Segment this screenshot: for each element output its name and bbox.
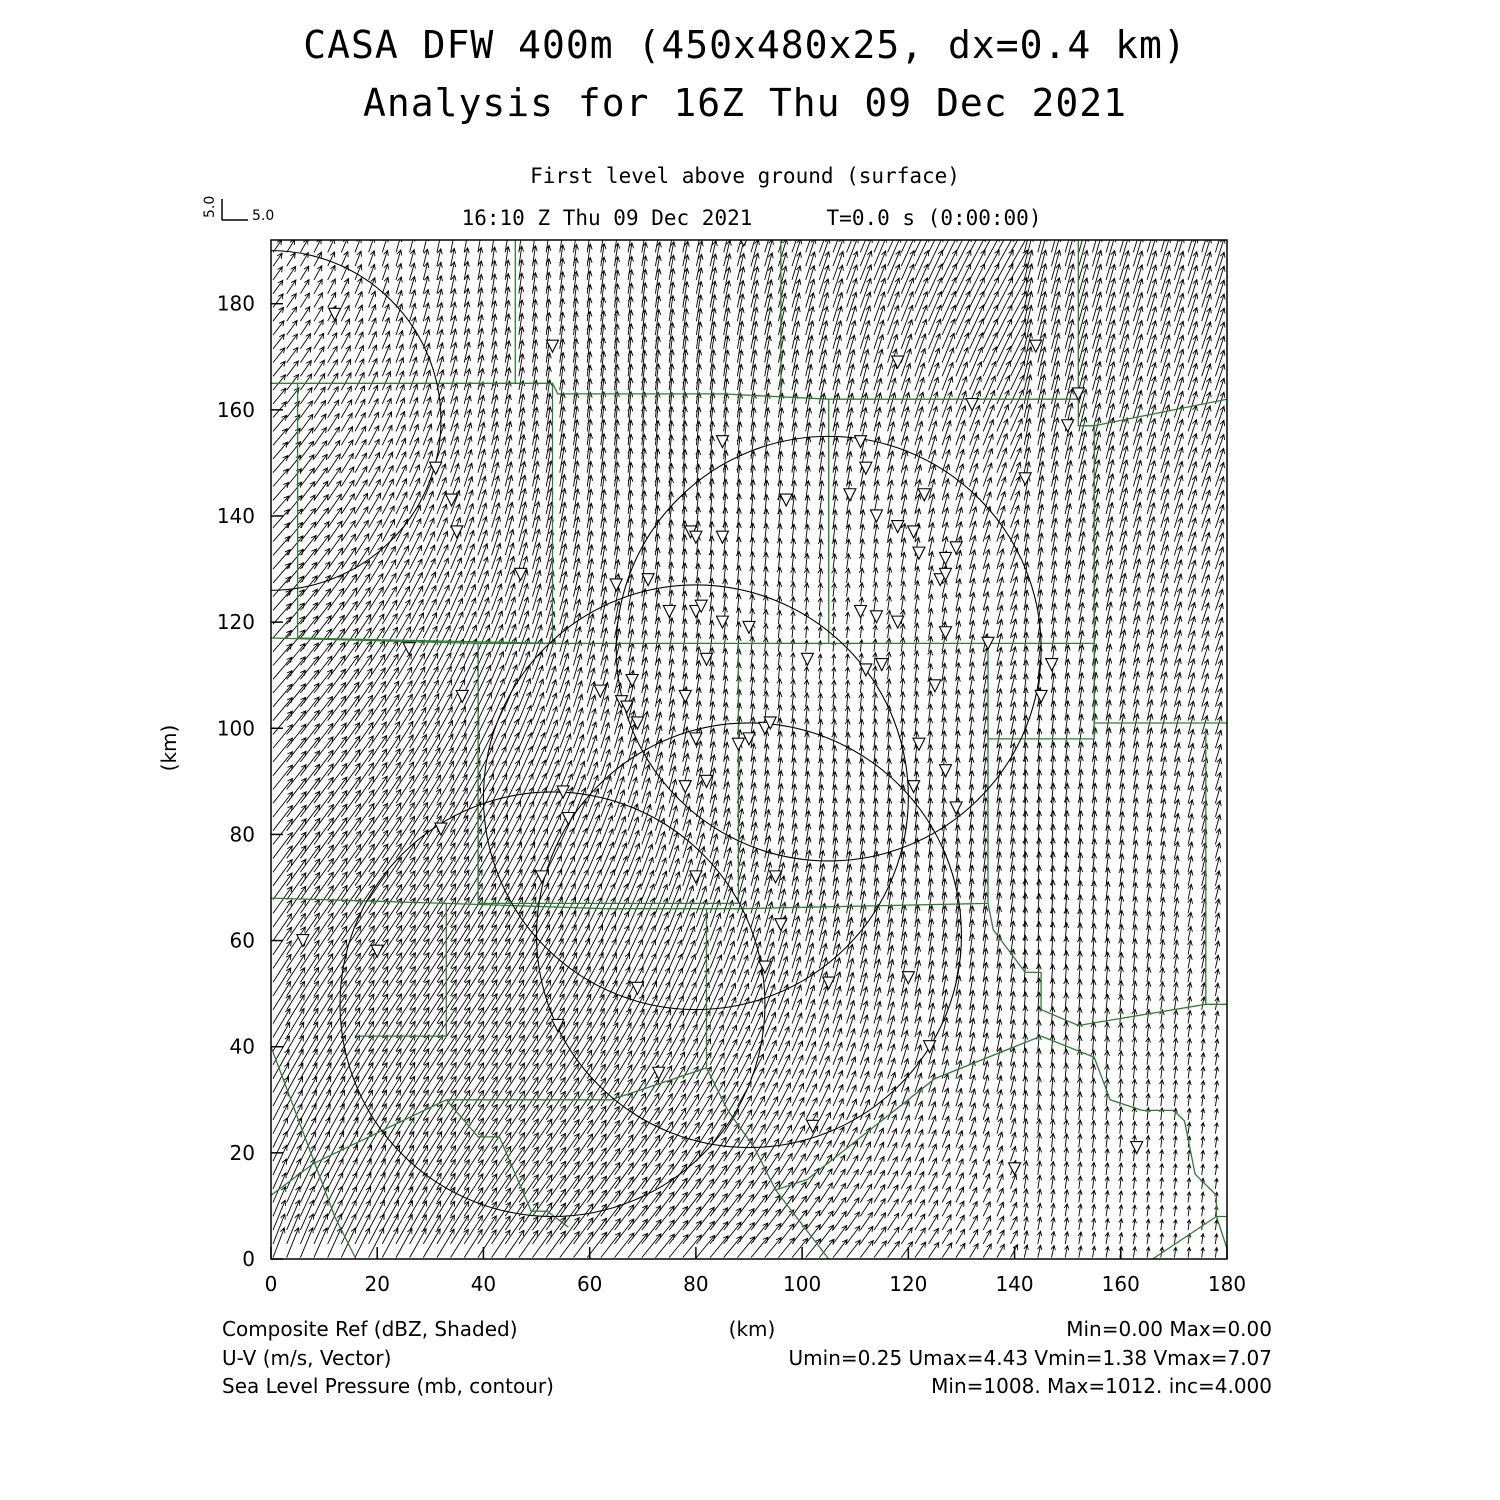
- y-axis: [217, 292, 283, 1271]
- y-tick-label: 140: [216, 503, 255, 528]
- footer-wind-label: U-V (m/s, Vector): [222, 1346, 392, 1370]
- station-marker: [950, 802, 962, 814]
- station-marker: [716, 531, 728, 543]
- x-tick-label: 40: [470, 1272, 497, 1296]
- station-marker: [329, 308, 341, 320]
- y-tick-label: 120: [216, 610, 255, 635]
- station-marker: [870, 510, 882, 522]
- county-border-line: [298, 383, 553, 643]
- station-marker: [1072, 388, 1084, 400]
- x-tick-label: 80: [683, 1272, 709, 1296]
- footer-pressure-label: Sea Level Pressure (mb, contour): [222, 1374, 554, 1398]
- station-marker: [690, 871, 702, 883]
- station-marker: [679, 781, 691, 793]
- y-tick-label: 180: [216, 291, 255, 316]
- station-marker: [743, 621, 755, 633]
- y-tick-label: 40: [229, 1034, 255, 1059]
- y-tick-label: 80: [229, 822, 255, 847]
- vector-key-u-label: 5.0: [252, 208, 275, 224]
- station-marker: [562, 812, 574, 824]
- valid-time-label: 16:10 Z Thu 09 Dec 2021: [461, 206, 753, 230]
- station-marker: [663, 606, 675, 618]
- station-marker: [855, 606, 867, 618]
- vector-key-v-label: 5.0: [202, 195, 218, 218]
- station-marker: [1131, 1142, 1143, 1154]
- station-marker: [594, 685, 606, 697]
- chart-title-line2: Analysis for 16Z Thu 09 Dec 2021: [362, 81, 1128, 125]
- station-marker: [621, 701, 633, 713]
- station-marker: [653, 1067, 665, 1079]
- y-tick-label: 60: [229, 928, 255, 953]
- station-marker: [430, 462, 442, 474]
- x-tick-label: 60: [576, 1272, 603, 1296]
- x-tick-label: 120: [889, 1272, 928, 1296]
- station-marker: [870, 611, 882, 623]
- station-marker: [716, 436, 728, 448]
- station-marker: [690, 531, 702, 543]
- station-marker: [801, 653, 813, 665]
- station-marker: [940, 765, 952, 777]
- station-marker: [908, 526, 920, 538]
- station-marker: [823, 977, 835, 989]
- station-marker: [855, 436, 867, 448]
- station-marker: [631, 982, 643, 994]
- y-tick-label: 100: [216, 716, 255, 741]
- station-marker: [626, 675, 638, 687]
- elapsed-time-label: T=0.0 s (0:00:00): [826, 206, 1042, 230]
- footer-pressure-stats: Min=1008. Max=1012. inc=4.000: [931, 1374, 1272, 1398]
- footer-ref-stats: Min=0.00 Max=0.00: [1066, 1317, 1272, 1341]
- plot-area: [101, 223, 1227, 1260]
- station-marker: [456, 690, 468, 702]
- station-marker: [929, 680, 941, 692]
- station-marker: [403, 643, 415, 655]
- station-marker: [631, 717, 643, 729]
- station-marker: [775, 919, 787, 931]
- station-marker: [940, 627, 952, 639]
- x-axis-label: (km): [728, 1317, 776, 1341]
- x-tick-label: 20: [364, 1272, 390, 1296]
- level-label: First level above ground (surface): [530, 164, 960, 188]
- station-marker: [1035, 690, 1047, 702]
- station-marker: [1009, 1163, 1021, 1175]
- x-tick-label: 0: [264, 1272, 278, 1296]
- station-marker: [610, 579, 622, 591]
- station-marker: [435, 823, 447, 835]
- station-marker: [679, 690, 691, 702]
- station-marker: [913, 547, 925, 559]
- station-marker: [743, 733, 755, 745]
- footer-ref-label: Composite Ref (dBZ, Shaded): [222, 1317, 518, 1341]
- station-marker: [1062, 420, 1074, 432]
- y-tick-label: 20: [229, 1140, 255, 1165]
- station-marker: [844, 489, 856, 501]
- vector-key: [202, 196, 274, 224]
- x-tick-label: 180: [1207, 1272, 1247, 1296]
- y-tick-label: 0: [242, 1247, 255, 1271]
- x-tick-label: 160: [1101, 1272, 1140, 1296]
- chart-title-line1: CASA DFW 400m (450x480x25, dx=0.4 km): [303, 23, 1187, 67]
- county-border-line: [1216, 1217, 1227, 1249]
- x-tick-label: 140: [995, 1272, 1034, 1296]
- footer-wind-stats: Umin=0.25 Umax=4.43 Vmin=1.38 Vmax=7.07: [788, 1346, 1272, 1370]
- station-marker: [876, 659, 888, 671]
- x-tick-label: 100: [783, 1272, 822, 1296]
- y-axis-label: (km): [157, 724, 181, 772]
- y-tick-label: 160: [216, 397, 255, 422]
- station-marker: [732, 738, 744, 750]
- station-marker: [940, 552, 952, 564]
- county-border-line: [988, 903, 1227, 1025]
- station-marker: [716, 616, 728, 628]
